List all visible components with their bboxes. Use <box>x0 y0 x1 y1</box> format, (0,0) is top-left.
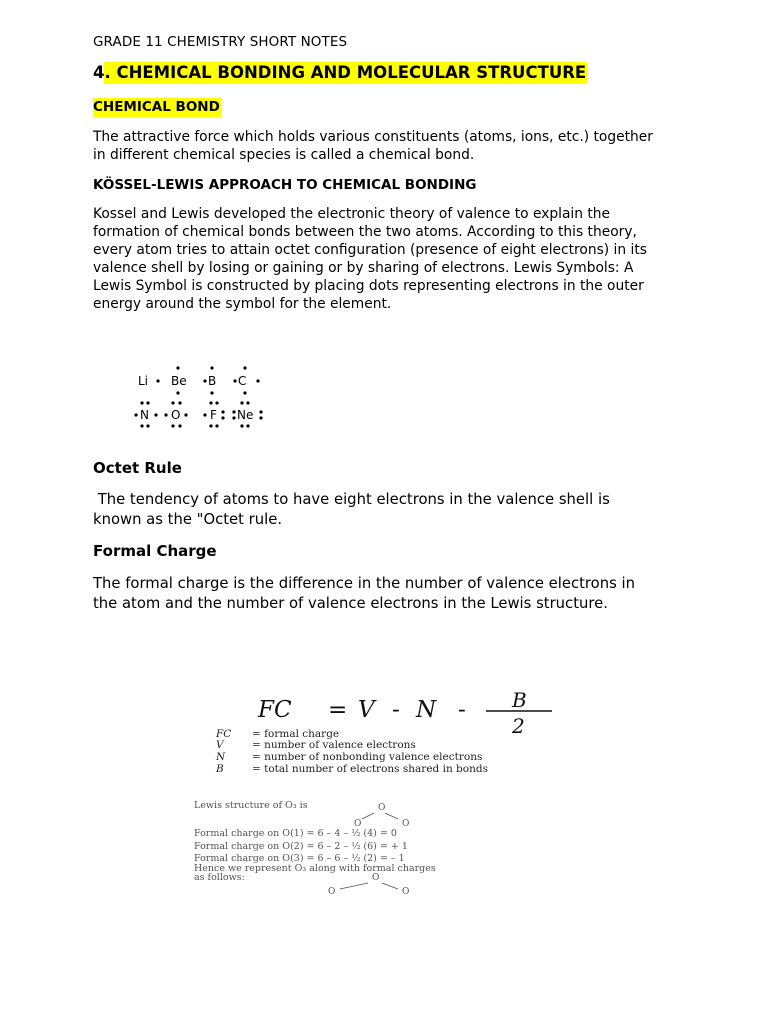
lewis-symbol-o: O <box>171 408 181 422</box>
chemical-bond-heading: CHEMICAL BOND <box>93 99 220 115</box>
formula-numerator: B <box>512 688 527 712</box>
paragraph-line: in different chemical species is called a chemical bond. <box>93 147 475 163</box>
lewis-symbol-f: F <box>210 408 217 422</box>
kossel-lewis-paragraph <box>93 205 683 313</box>
lewis-symbol-be: Be <box>171 374 187 388</box>
paragraph-line: the atom and the number of valence electrons in the Lewis structure. <box>93 595 608 612</box>
ozone-note-2: as follows: <box>194 872 245 883</box>
formula-fc: FC <box>258 697 292 723</box>
formal-charge-heading: Formal Charge <box>93 542 217 560</box>
svg-text:O: O <box>328 887 336 897</box>
ozone-structure-2 <box>328 873 409 897</box>
chapter-title-text: . CHEMICAL BONDING AND MOLECULAR STRUCTURE <box>104 63 587 82</box>
svg-text:O: O <box>402 819 410 829</box>
paragraph-line: known as the "Octet rule. <box>93 511 283 528</box>
chemical-bond-paragraph <box>93 128 683 164</box>
lewis-symbol-b: B <box>208 374 217 388</box>
legend-desc-v: = number of valence electrons <box>252 739 416 751</box>
chapter-title <box>93 63 587 82</box>
svg-text:O: O <box>378 803 386 813</box>
kossel-lewis-heading: KÖSSEL-LEWIS APPROACH TO CHEMICAL BONDING <box>93 177 477 193</box>
paragraph-line: valence shell by losing or gaining or by sharing of electrons. Lewis Symbols: A <box>93 260 634 276</box>
svg-text:O: O <box>354 819 362 829</box>
octet-rule-heading: Octet Rule <box>93 459 182 477</box>
ozone-fc-3: Formal charge on O(3) = 6 – 6 – ½ (2) = – 1 <box>194 853 405 864</box>
formula-v: V <box>358 697 375 723</box>
octet-rule-paragraph <box>93 490 693 530</box>
ozone-fc-1: Formal charge on O(1) = 6 – 4 – ½ (4) = 0 <box>194 828 397 839</box>
ozone-formal-charge-figure <box>188 796 638 901</box>
paragraph-line: The formal charge is the difference in the number of valence electrons in <box>93 575 636 592</box>
paragraph-line: formation of chemical bonds between the two atoms. According to this theory, <box>93 224 637 240</box>
legend-symbol-b: B <box>216 763 224 775</box>
legend-symbol-n: N <box>216 751 226 763</box>
paragraph-line: The attractive force which holds various constituents (atoms, ions, etc.) together <box>93 129 653 145</box>
legend-symbol-v: V <box>216 739 224 751</box>
formula-denominator: 2 <box>512 714 525 738</box>
formula-equals: = <box>328 697 348 723</box>
chapter-number: 4 <box>93 63 105 82</box>
paragraph-line: energy around the symbol for the element. <box>93 296 392 312</box>
lewis-symbols-figure <box>128 360 278 435</box>
ozone-structure-1 <box>354 803 409 829</box>
ozone-note-1: Hence we represent O₃ along with formal charges <box>194 863 436 874</box>
formula-minus-2: - <box>458 697 466 723</box>
paragraph-line: The tendency of atoms to have eight electrons in the valence shell is <box>93 491 610 508</box>
ozone-fc-2: Formal charge on O(2) = 6 – 2 – ½ (6) = + 1 <box>194 841 408 852</box>
lewis-symbol-li: Li <box>138 374 149 388</box>
legend-desc-b: = total number of electrons shared in bonds <box>252 763 488 775</box>
svg-text:O: O <box>402 887 410 897</box>
document-header: GRADE 11 CHEMISTRY SHORT NOTES <box>93 34 348 50</box>
formula-minus-1: - <box>392 697 400 723</box>
formal-charge-formula-figure <box>210 685 620 780</box>
lewis-symbol-ne: Ne <box>237 408 254 422</box>
lewis-symbol-n: N <box>140 408 149 422</box>
legend-desc-fc: = formal charge <box>252 728 340 740</box>
formula-n: N <box>416 697 437 723</box>
svg-text:O: O <box>372 873 380 883</box>
legend-desc-n: = number of nonbonding valence electrons <box>252 751 483 763</box>
paragraph-line: every atom tries to attain octet configuration (presence of eight electrons) in its <box>93 242 647 258</box>
paragraph-line: Lewis Symbol is constructed by placing dots representing electrons in the outer <box>93 278 644 294</box>
legend-symbol-fc: FC <box>216 728 232 740</box>
paragraph-line: Kossel and Lewis developed the electronic theory of valence to explain the <box>93 206 611 222</box>
lewis-symbol-c: C <box>238 374 247 388</box>
formal-charge-paragraph <box>93 574 693 614</box>
ozone-lewis-title: Lewis structure of O₃ is <box>194 800 308 811</box>
